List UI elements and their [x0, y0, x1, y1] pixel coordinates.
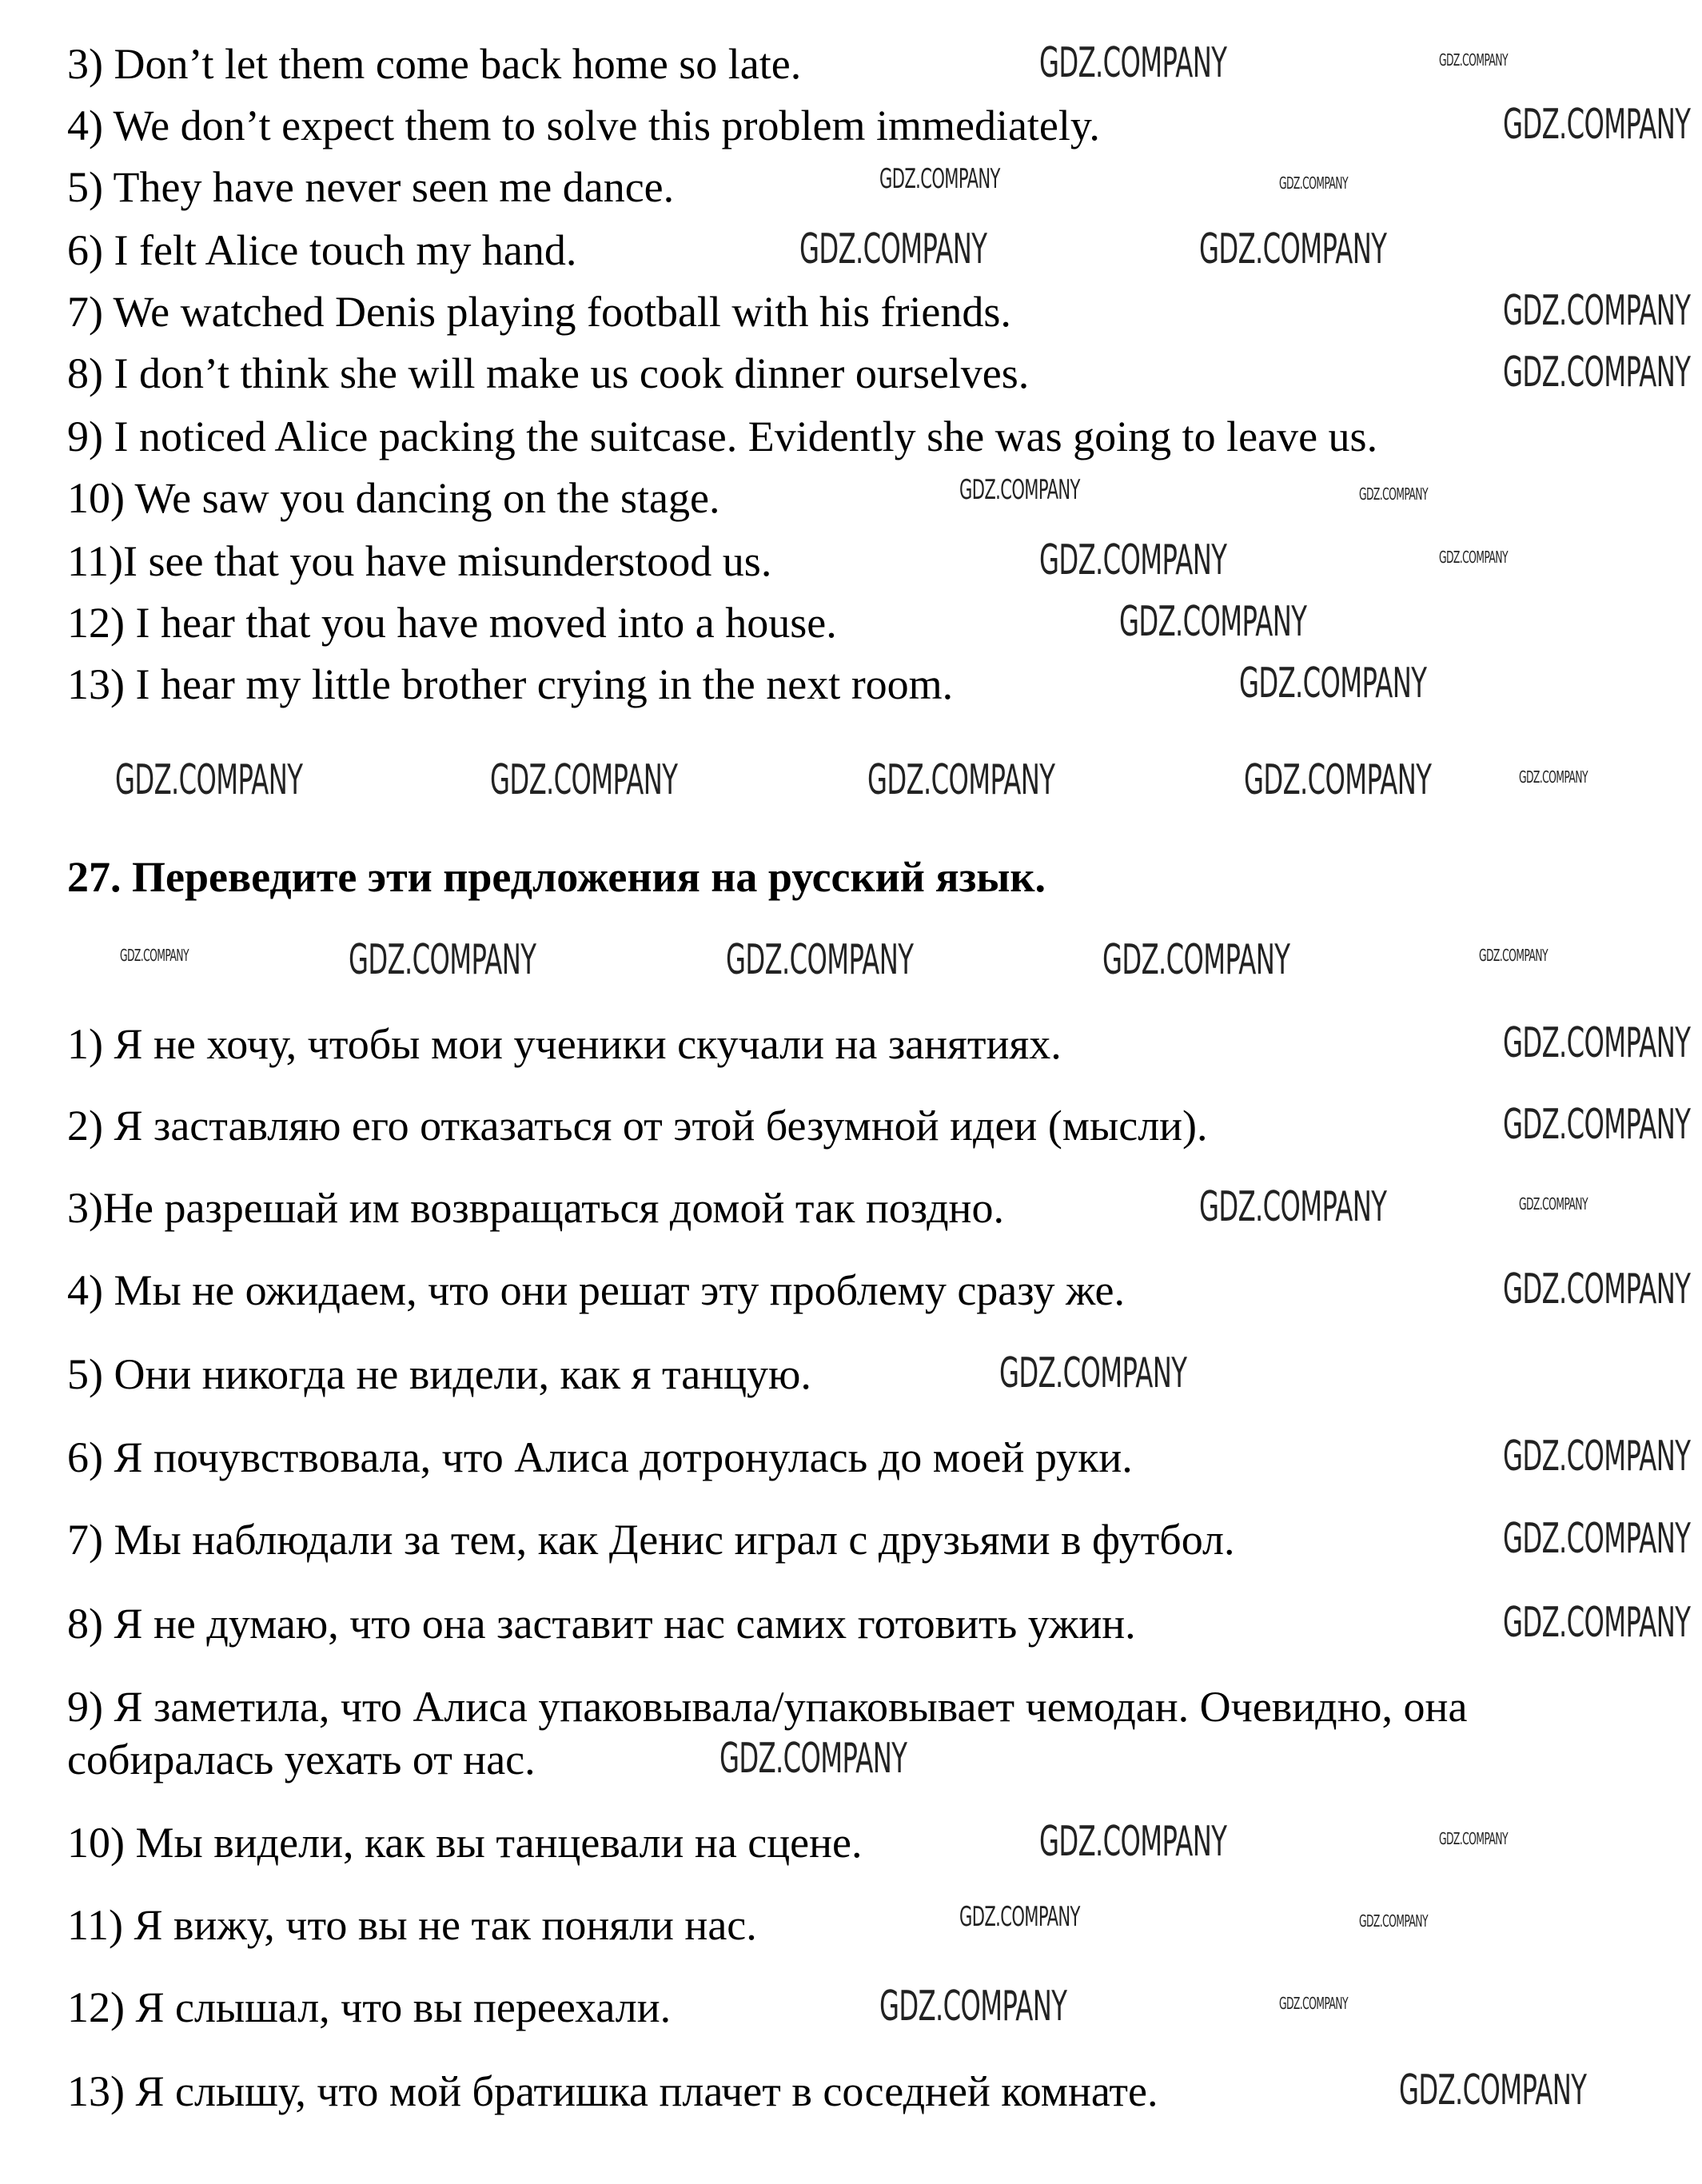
watermark: GDZ.COMPANY: [1519, 1194, 1588, 1214]
english-sentence: 10) We saw you dancing on the stage.: [67, 474, 720, 522]
watermark: GDZ.COMPANY: [867, 756, 1055, 804]
watermark: GDZ.COMPANY: [999, 1349, 1187, 1397]
russian-sentence: 8) Я не думаю, что она заставит нас самих готовить ужин.: [67, 1600, 1136, 1648]
watermark: GDZ.COMPANY: [1039, 39, 1227, 87]
watermark: GDZ.COMPANY: [115, 756, 303, 804]
watermark: GDZ.COMPANY: [879, 1983, 1067, 2031]
watermark: GDZ.COMPANY: [1244, 756, 1432, 804]
watermark: GDZ.COMPANY: [1359, 484, 1428, 504]
russian-sentence: 3)Не разрешай им возвращаться домой так поздно.: [67, 1184, 1004, 1232]
english-sentence: 8) I don’t think she will make us cook dinner ourselves.: [67, 349, 1030, 397]
watermark: GDZ.COMPANY: [1279, 1994, 1348, 2013]
watermark: GDZ.COMPANY: [1102, 936, 1290, 984]
russian-sentence: собиралась уехать от нас.: [67, 1736, 536, 1783]
english-sentence: 7) We watched Denis playing football with his friends.: [67, 288, 1011, 336]
watermark: GDZ.COMPANY: [959, 1901, 1080, 1933]
russian-sentence: 10) Мы видели, как вы танцевали на сцене.: [67, 1819, 863, 1867]
russian-sentence: 11) Я вижу, что вы не так поняли нас.: [67, 1901, 757, 1949]
watermark: GDZ.COMPANY: [719, 1735, 907, 1783]
english-sentence: 4) We don’t expect them to solve this problem immediately.: [67, 102, 1100, 149]
russian-sentence: 13) Я слышу, что мой братишка плачет в соседней комнате.: [67, 2067, 1158, 2115]
russian-sentence: 6) Я почувствовала, что Алиса дотронулась до моей руки.: [67, 1433, 1133, 1481]
english-sentence: 5) They have never seen me dance.: [67, 163, 675, 211]
watermark: GDZ.COMPANY: [1439, 548, 1508, 567]
watermark: GDZ.COMPANY: [1503, 1101, 1691, 1149]
english-sentence: 11)I see that you have misunderstood us.: [67, 537, 772, 585]
watermark: GDZ.COMPANY: [1503, 1515, 1691, 1563]
watermark: GDZ.COMPANY: [1199, 1183, 1387, 1231]
watermark: GDZ.COMPANY: [879, 163, 1000, 195]
watermark: GDZ.COMPANY: [1479, 946, 1548, 965]
watermark: GDZ.COMPANY: [1503, 287, 1691, 335]
english-sentence: 6) I felt Alice touch my hand.: [67, 226, 577, 274]
section-heading: 27. Переведите эти предложения на русский язык.: [67, 853, 1046, 901]
watermark: GDZ.COMPANY: [120, 946, 189, 965]
russian-sentence: 4) Мы не ожидаем, что они решат эту проблему сразу же.: [67, 1266, 1126, 1314]
watermark: GDZ.COMPANY: [1239, 660, 1427, 707]
watermark: GDZ.COMPANY: [1039, 536, 1227, 584]
russian-sentence: 5) Они никогда не видели, как я танцую.: [67, 1350, 811, 1398]
watermark: GDZ.COMPANY: [1399, 2066, 1587, 2114]
watermark: GDZ.COMPANY: [1503, 349, 1691, 397]
russian-sentence: 2) Я заставляю его отказаться от этой безумной идеи (мысли).: [67, 1102, 1208, 1150]
english-sentence: 13) I hear my little brother crying in the next room.: [67, 660, 954, 708]
watermark: GDZ.COMPANY: [959, 474, 1080, 506]
watermark: GDZ.COMPANY: [1359, 1911, 1428, 1931]
english-sentence: 9) I noticed Alice packing the suitcase. Evidently she was going to leave us.: [67, 412, 1378, 460]
english-sentence: 3) Don’t let them come back home so late.: [67, 40, 802, 88]
watermark: GDZ.COMPANY: [1503, 1019, 1691, 1067]
russian-sentence: 12) Я слышал, что вы переехали.: [67, 1983, 672, 2031]
watermark: GDZ.COMPANY: [1279, 173, 1348, 193]
watermark: GDZ.COMPANY: [1439, 50, 1508, 70]
russian-sentence: 1) Я не хочу, чтобы мои ученики скучали на занятиях.: [67, 1020, 1062, 1068]
watermark: GDZ.COMPANY: [349, 936, 536, 984]
watermark: GDZ.COMPANY: [799, 225, 987, 273]
watermark: GDZ.COMPANY: [1039, 1818, 1227, 1866]
watermark: GDZ.COMPANY: [1503, 101, 1691, 149]
english-sentence: 12) I hear that you have moved into a house.: [67, 599, 837, 647]
watermark: GDZ.COMPANY: [1519, 767, 1588, 787]
watermark: GDZ.COMPANY: [1503, 1433, 1691, 1481]
watermark: GDZ.COMPANY: [1439, 1829, 1508, 1848]
watermark: GDZ.COMPANY: [490, 756, 678, 804]
watermark: GDZ.COMPANY: [1199, 225, 1387, 273]
watermark: GDZ.COMPANY: [1503, 1599, 1691, 1647]
watermark: GDZ.COMPANY: [1119, 598, 1307, 646]
watermark: GDZ.COMPANY: [1503, 1265, 1691, 1313]
russian-sentence: 9) Я заметила, что Алиса упаковывала/упаковывает чемодан. Очевидно, она: [67, 1683, 1468, 1731]
russian-sentence: 7) Мы наблюдали за тем, как Денис играл с друзьями в футбол.: [67, 1516, 1235, 1564]
watermark: GDZ.COMPANY: [726, 936, 914, 984]
